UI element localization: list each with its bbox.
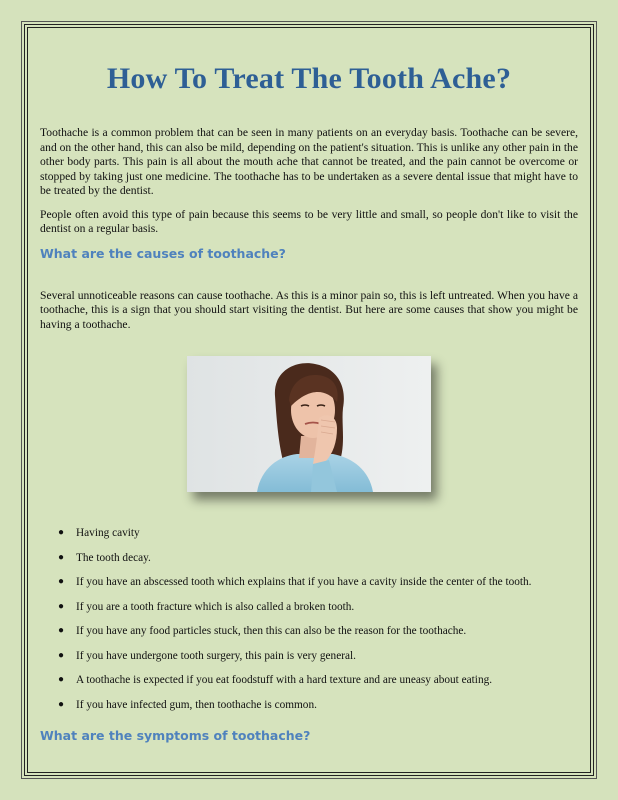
symptoms-heading: What are the symptoms of toothache? xyxy=(40,727,311,743)
intro-paragraph-2: People often avoid this type of pain because this seems to be very little and small, so people don't like to visit the dentist on a regular basis. xyxy=(40,207,578,235)
bullet-icon: ● xyxy=(58,551,65,563)
toothache-woman-illustration xyxy=(187,356,431,492)
list-item: ● If you have undergone tooth surgery, this pain is very general. xyxy=(58,649,356,662)
list-item: ● The tooth decay. xyxy=(58,551,151,564)
bullet-icon: ● xyxy=(58,649,65,661)
list-item: ● Having cavity xyxy=(58,527,140,539)
bullet-icon: ● xyxy=(58,600,65,612)
causes-paragraph: Several unnoticeable reasons can cause toothache. As this is a minor pain so, this is left untreated. When you have a toothache, this is a sign that you should start visiting the dentist. But here are some causes that show you might be having a toothache. xyxy=(40,288,578,331)
bullet-icon: ● xyxy=(58,698,65,710)
intro-paragraph-1: Toothache is a common problem that can be seen in many patients on an everyday basis. Toothache can be severe, and on the other hand, this can also be mild, depending on the patient's situation. This is unlike any other pain in the other body parts. This pain is all about the mouth ache that cannot be treated, and the pain cannot be overcome or stopped by taking just one medicine. The toothache has to be undertaken as a severe dental issue that might have to be treated by the dentist. xyxy=(40,126,578,197)
toothache-woman-photo xyxy=(187,356,431,492)
bullet-icon: ● xyxy=(58,625,65,636)
causes-list xyxy=(40,526,578,712)
causes-heading: What are the causes of toothache? xyxy=(40,245,286,261)
document-page xyxy=(24,24,594,776)
bullet-icon: ● xyxy=(58,527,65,538)
list-item: ● If you are a tooth fracture which is also called a broken tooth. xyxy=(58,600,355,613)
page-title: How To Treat The Tooth Ache? xyxy=(106,62,512,95)
document-content xyxy=(40,62,578,771)
bullet-icon: ● xyxy=(58,576,65,587)
list-item: ● If you have any food particles stuck, then this can also be the reason for the toothache. xyxy=(58,625,467,637)
list-item: ● If you have an abscessed tooth which explains that if you have a cavity inside the center of the tooth. xyxy=(58,576,532,588)
list-item: ● A toothache is expected if you eat foodstuff with a hard texture and are uneasy about eating. xyxy=(58,674,493,686)
bullet-icon: ● xyxy=(58,674,65,685)
list-item: ● If you have infected gum, then toothache is common. xyxy=(58,698,317,711)
